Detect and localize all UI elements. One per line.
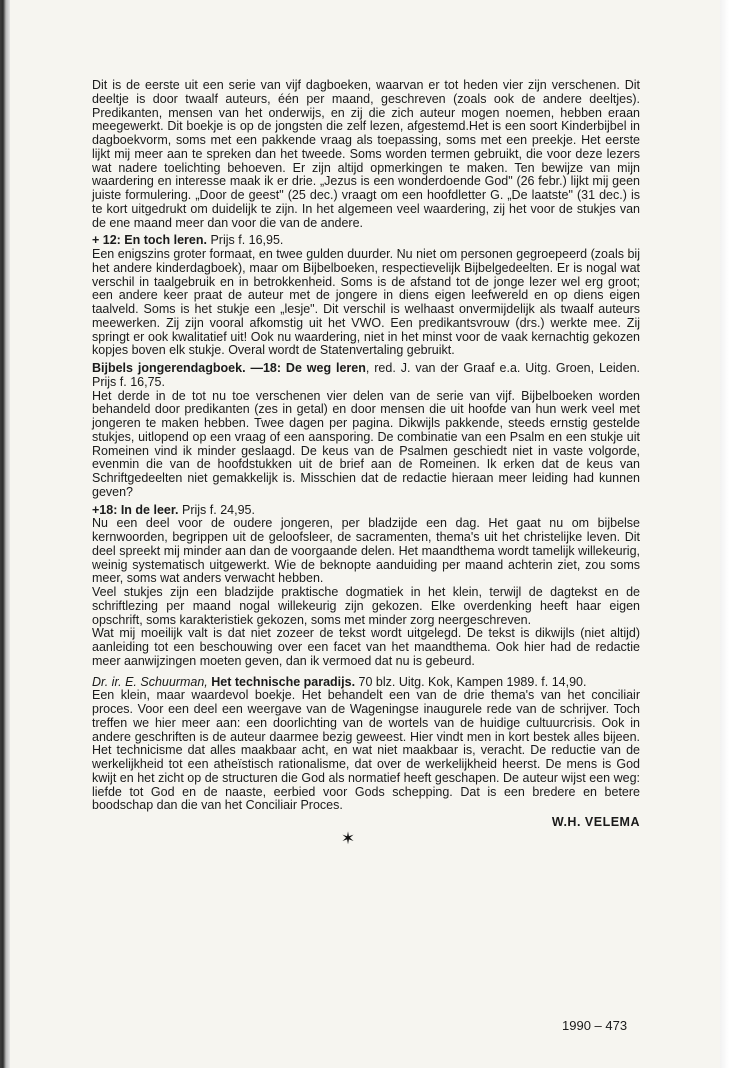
entry-jongeren-info: , red. J. van der Graaf e.a. Uitg. Groen, Leiden. Prijs f. 16,75. xyxy=(92,361,640,389)
entry-jongeren-heading-line xyxy=(92,362,640,390)
entry-18-heading-line xyxy=(92,504,640,518)
page-number: 1990 – 473 xyxy=(562,1018,628,1033)
entry-jongeren-body: Het derde in de tot nu toe verschenen vier delen van de serie van vijf. Bijbelboeken worden behandeld door predikanten (zes in getal) en door mensen die uit hoofde van hun werk veel met jongeren te maken hebben. Twee dagen per pagina. Dikwijls pakkende, steeds ernstig gestelde stukjes, uitlopend op een vraag of een aansporing. De combinatie van een Psalm en een stukje uit Romeinen vind ik minder geslaagd. De keus van de Psalmen geschiedt niet in vaste volgorde, evenmin die van de hoofdstukken uit de brief aan de Romeinen. Ik erken dat de keus van Schriftgedeelten niet gemakkelijk is. Misschien dat de redactie hieraan meer leiding had kunnen geven? xyxy=(92,388,640,499)
entry-schuurman-info: 70 blz. Uitg. Kok, Kampen 1989. f. 14,90. xyxy=(355,674,587,689)
page-edge xyxy=(720,0,729,1068)
entry-12-price: Prijs f. 16,95. xyxy=(210,233,284,248)
review-column xyxy=(92,79,640,846)
entry-12-heading: + 12: En toch leren. xyxy=(92,233,207,248)
binding-edge xyxy=(0,0,10,1068)
author-signature: W.H. VELEMA xyxy=(551,815,640,829)
entry-jongeren-series: Bijbels jongerendagboek. xyxy=(92,361,246,375)
star-ornament-icon: ✶ xyxy=(340,828,356,848)
entry-12-body: Een enigszins groter formaat, en twee gulden duurder. Nu niet om personen gegroepeerd (zoals bij het andere kinderdagboek), maar om Bijbelboeken, respectievelijk Bijbelgedeelten. Er is nogal wat verschil in taalgebruik en in betrokkenheid. Soms is de afstand tot de jonge lezer wel erg groot; een andere keer praat de auteur met de jongere in diens eigen leefwereld en op diens eigen taalveld. Soms is het stukje een „lesje". Dit verschil is welhaast onvermijdelijk als twaalf auteurs meewerken. Zij zijn vooral afkomstig uit het VWO. Een predikantsvrouw (drs.) werkte mee. Zij springt er ook kwalitatief uit! Ook nu waardering, niet in het minst voor de vaak kernachtig gekozen kopjes boven elk stukje. Overal wordt de Statenvertaling gebruikt. xyxy=(92,247,640,358)
entry-schuurman-heading-line xyxy=(92,676,640,690)
entry-schuurman-author: Dr. ir. E. Schuurman, xyxy=(92,674,208,689)
entry-18-body-2: Veel stukjes zijn een bladzijde praktische dogmatiek in het klein, terwijl de dagtekst en de schriftlezing per maand nogal willekeurig zijn gekozen. Elke overdenking heeft haar eigen opschrift, soms karakteristiek gekozen, soms met minder zorg neergeschreven. xyxy=(92,585,640,627)
intro-paragraph: Dit is de eerste uit een serie van vijf dagboeken, waarvan er tot heden vier zijn verschenen. Dit deeltje is door twaalf auteurs, één per maand, geschreven (zoals ook de andere deeltjes). Predikanten, mensen van het onderwijs, en zij die zich auteur mogen noemen, hebben eraan meegewerkt. Dit boekje is op de jongsten die zelf lezen, afgestemd.Het is een soort Kinderbijbel in dagboekvorm, soms met een pakkende vraag als toepassing, soms met een preekje. Het eerste lijkt mij meer aan te spreken dan het tweede. Soms worden termen gebruikt, die voor deze lezers wat nadere toelichting behoeven. Er zijn altijd opmerkingen te maken. Ten bewijze van mijn waardering en interesse maak ik er drie. „Jezus is een wonderdoende God" (26 febr.) lijkt mij geen juiste formulering. „Door de geest" (25 dec.) vraagt om een hoofdletter G. „De laatste" (31 dec.) is te kort uitgedrukt om duidelijk te zijn. In het algemeen veel waardering, zij het voor de stukjes van de ene maand meer dan voor die van de andere. xyxy=(92,78,640,230)
entry-18-body-3: Wat mij moeilijk valt is dat niet zozeer de tekst wordt uitgelegd. De tekst is dikwijls (niet altijd) aanleiding tot een beschouwing over een facet van het maandthema. Ook hier had de redactie meer aanwijzingen moeten geven, dan ik vermoed dat nu is gebeurd. xyxy=(92,626,640,668)
entry-18-body-1: Nu een deel voor de oudere jongeren, per bladzijde een dag. Het gaat nu om bijbelse kernwoorden, begrippen uit de geloofsleer, de sacramenten, thema's uit het christelijke leven. Dit deel spreekt mij minder aan dan de voorgaande delen. Het maandthema wordt tamelijk willekeurig, weinig systematisch uitgewerkt. Wie de beknopte aanduiding per maand achterin ziet, zou soms meer, soms wat anders verwacht hebben. xyxy=(92,516,640,586)
entry-12-heading-line xyxy=(92,234,640,248)
entry-jongeren-heading: —18: De weg leren xyxy=(245,361,366,375)
entry-schuurman-title: Het technische paradijs. xyxy=(207,674,356,689)
entry-schuurman-body: Een klein, maar waardevol boekje. Het behandelt een van de drie thema's van het conciliair proces. Voor een deel een weergave van de Wageningse inaugurele rede van de schrijver. Toch treffen we hier meer aan: een doorlichting van de wortels van de huidige cultuurcrisis. Ook in andere geschriften is de auteur daarmee bezig geweest. Hier vindt men in kort bestek alles bijeen. Het technicisme dat alles maakbaar acht, en wat niet maakbaar is, veracht. De reductie van de werkelijkheid tot een atheïstisch rationalisme, dat over de werkelijkheid heerst. De mens is God kwijt en het zicht op de structuren die God als normatief heeft geschapen. De auteur wijst een weg: liefde tot God en de naaste, eerbied voor Gods schepping. Dat is een bredere en betere boodschap dan die van het Conciliair Proces. xyxy=(92,688,640,813)
entry-18-price: Prijs f. 24,95. xyxy=(182,502,255,517)
entry-18-heading: +18: In de leer. xyxy=(92,502,179,517)
